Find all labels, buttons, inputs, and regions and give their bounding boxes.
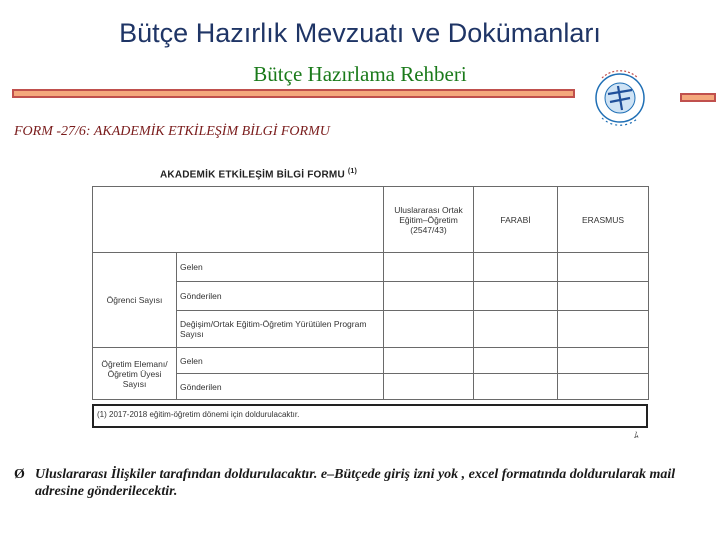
row-label: Gelen [177,348,384,374]
bullet-item [14,466,714,500]
table-cell [558,311,649,348]
table-cell [474,311,558,348]
header-empty-cell [93,187,384,253]
column-header: Uluslararası Ortak Eğitim–Öğretim (2547/43) [384,187,474,253]
slide-subtitle: Bütçe Hazırlama Rehberi [253,62,467,86]
bullet-text: Uluslararası İlişkiler tarafından doldurulacaktır. e–Bütçede giriş izni yok , excel formatında doldurularak mail adresine gönderilecektir. [35,467,676,499]
table-cell [474,348,558,374]
table-cell [474,282,558,311]
academic-interaction-table [92,186,649,400]
row-group-label: Öğretim Elemanı/ Öğretim Üyesi Sayısı [93,348,177,400]
column-header: ERASMUS [558,187,649,253]
table-cell [474,374,558,400]
table-cell [474,253,558,282]
table-row [93,282,649,311]
table-row [93,374,649,400]
table-cell [384,282,474,311]
table-cell [384,374,474,400]
table-cell [384,311,474,348]
table-cell [558,282,649,311]
table-cell [558,374,649,400]
row-group-label: Öğrenci Sayısı [93,253,177,348]
slide-title: Bütçe Hazırlık Mevzuatı ve Dokümanları [119,18,601,48]
corner-mark: ﾑ [634,430,639,440]
bullet-arrow-icon: Ø [14,467,25,482]
table-row [93,311,649,348]
table-cell [384,253,474,282]
decorative-bar [12,89,575,98]
row-label: Gönderilen [177,374,384,400]
university-seal-icon [578,68,670,128]
table-row [93,348,649,374]
row-label: Gönderilen [177,282,384,311]
table-cell [384,348,474,374]
form-heading: FORM -27/6: AKADEMİK ETKİLEŞİM BİLGİ FORMU [14,124,330,139]
row-label: Değişim/Ortak Eğitim-Öğretim Yürütülen Program Sayısı [177,311,384,348]
table-cell [558,348,649,374]
table-row [93,253,649,282]
table-footnote: (1) 2017-2018 eğitim-öğretim dönemi için doldurulacaktır. [92,404,648,428]
table-cell [558,253,649,282]
row-label: Gelen [177,253,384,282]
column-header: FARABİ [474,187,558,253]
table-header-row [93,187,649,253]
document-title: AKADEMİK ETKİLEŞİM BİLGİ FORMU $^{(1)}$ [160,168,358,181]
decorative-bar-right [680,93,716,102]
